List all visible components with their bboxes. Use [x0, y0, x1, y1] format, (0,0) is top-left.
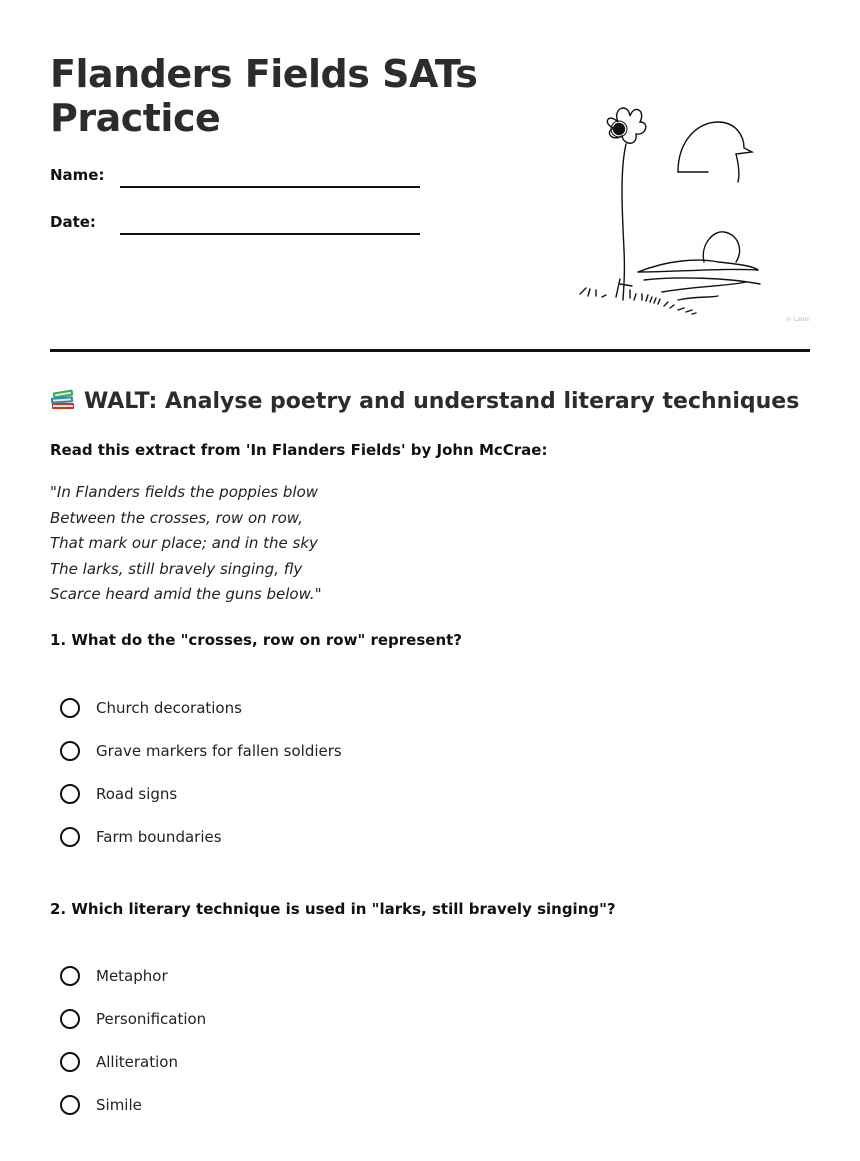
q2-option-2[interactable]	[60, 1007, 206, 1031]
date-label: Date:	[50, 213, 96, 231]
poem-line: That mark our place; and in the sky	[50, 534, 318, 552]
poem-line: The larks, still bravely singing, fly	[50, 559, 303, 578]
q1-option-1[interactable]	[60, 696, 242, 720]
objective-text: WALT: Analyse poetry and understand literary techniques	[84, 389, 800, 414]
radio-button[interactable]	[60, 741, 80, 761]
name-label: Name:	[50, 166, 105, 184]
option-label: Grave markers for fallen soldiers	[96, 742, 342, 760]
title-line-1: Flanders Fields SATs	[50, 52, 478, 96]
radio-button[interactable]	[60, 966, 80, 986]
poppy-helmet-illustration	[568, 100, 813, 330]
books-icon	[50, 388, 76, 412]
q1-option-3[interactable]	[60, 782, 177, 806]
radio-button[interactable]	[60, 698, 80, 718]
section-divider	[50, 349, 810, 352]
sun-icon	[703, 232, 739, 262]
option-label: Farm boundaries	[96, 828, 222, 846]
illustration-credit: © Lalon	[786, 316, 811, 323]
date-field[interactable]	[120, 233, 420, 235]
name-field[interactable]	[120, 186, 420, 188]
q1-option-4[interactable]	[60, 825, 222, 849]
radio-button[interactable]	[60, 1052, 80, 1072]
option-label: Church decorations	[96, 699, 242, 717]
helmet-icon	[678, 122, 752, 182]
page-title	[50, 52, 530, 140]
option-label: Metaphor	[96, 967, 168, 985]
radio-button[interactable]	[60, 827, 80, 847]
learning-objective	[50, 388, 799, 414]
option-label: Road signs	[96, 785, 178, 803]
radio-button[interactable]	[60, 1095, 80, 1115]
poem-line: Between the crosses, row on row,	[50, 508, 303, 527]
option-label: Alliteration	[96, 1053, 178, 1071]
poem-line: "In Flanders fields the poppies blow	[50, 483, 319, 501]
title-line-2: Practice	[50, 96, 221, 140]
question-1: 1. What do the "crosses, row on row" represent?	[50, 631, 463, 649]
option-label: Personification	[96, 1010, 207, 1028]
q2-option-3[interactable]	[60, 1050, 178, 1074]
radio-button[interactable]	[60, 1009, 80, 1029]
radio-button[interactable]	[60, 784, 80, 804]
poem-line: Scarce heard amid the guns below."	[50, 585, 322, 603]
poem-extract	[50, 480, 322, 608]
q2-option-4[interactable]	[60, 1093, 142, 1117]
question-2: 2. Which literary technique is used in "larks, still bravely singing"?	[50, 900, 616, 918]
extract-instruction: Read this extract from 'In Flanders Fields' by John McCrae:	[50, 441, 548, 459]
q1-option-2[interactable]	[60, 739, 342, 763]
q2-option-1[interactable]	[60, 964, 168, 988]
option-label: Simile	[96, 1096, 142, 1114]
